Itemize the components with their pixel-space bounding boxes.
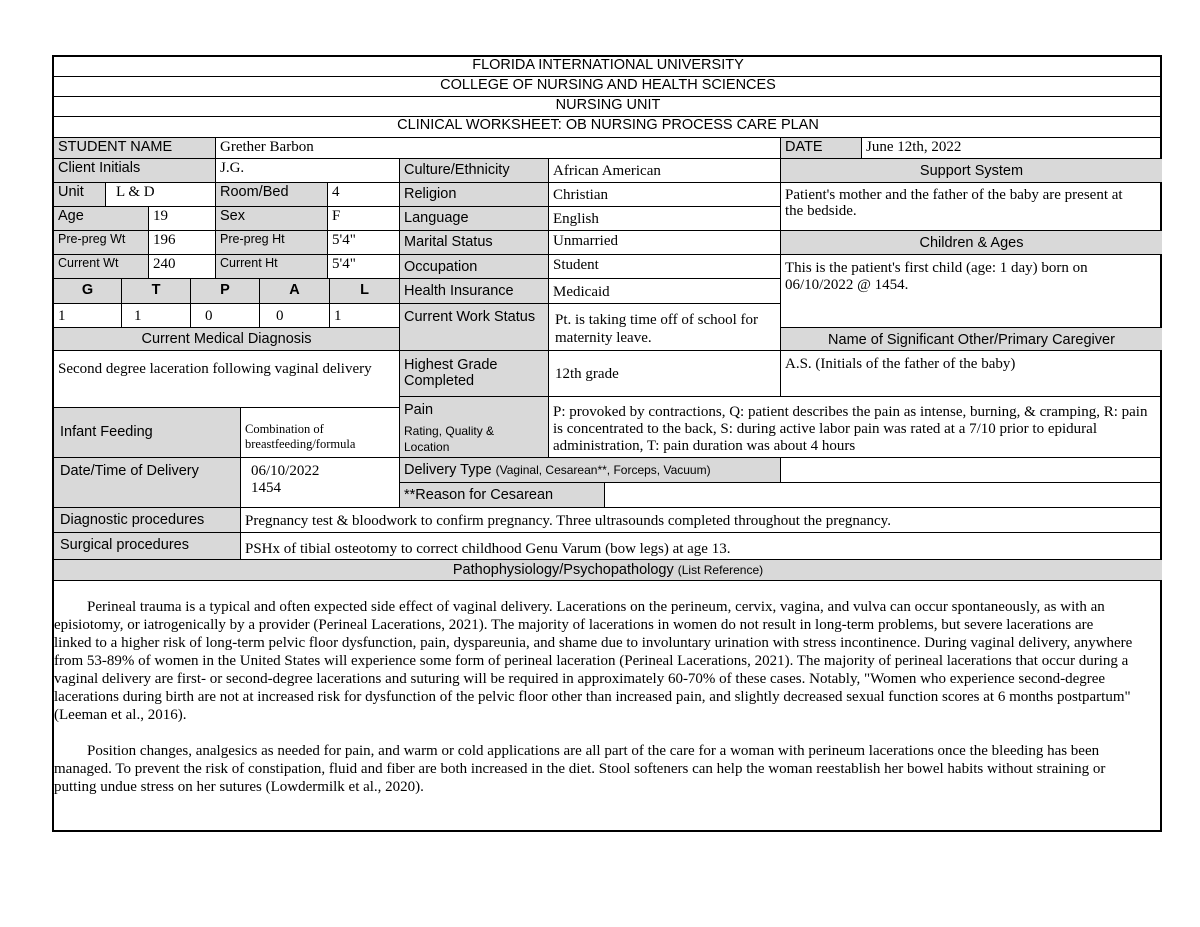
support-system-value: Patient's mother and the father of the baby are present at the bedside. <box>781 183 1162 231</box>
pain-subtitle: Rating, Quality & Location <box>404 424 495 454</box>
pre-preg-height-label: Pre-preg Ht <box>216 231 328 255</box>
current-height-label: Current Ht <box>216 255 328 279</box>
diagnosis-label: Current Medical Diagnosis <box>54 328 400 351</box>
pain-label <box>400 397 549 458</box>
university-title: FLORIDA INTERNATIONAL UNIVERSITY <box>54 57 1162 77</box>
unit-value: L & D <box>106 183 216 207</box>
gtpal-p-label: P <box>191 279 260 304</box>
culture-label: Culture/Ethnicity <box>400 159 549 183</box>
college-title: COLLEGE OF NURSING AND HEALTH SCIENCES <box>54 77 1162 97</box>
sex-label: Sex <box>216 207 328 231</box>
surgical-procedures-label: Surgical procedures <box>54 533 241 560</box>
insurance-label: Health Insurance <box>400 279 549 304</box>
age-label: Age <box>54 207 149 231</box>
student-name-label: STUDENT NAME <box>54 138 216 159</box>
gtpal-a-value: 0 <box>260 304 330 328</box>
infant-feeding-value: Combination of breastfeeding/formula <box>241 408 400 458</box>
delivery-date: 06/10/2022 <box>251 463 320 479</box>
gtpal-t-label: T <box>122 279 191 304</box>
gtpal-l-label: L <box>330 279 400 304</box>
student-name-value: Grether Barbon <box>216 138 781 159</box>
pain-value: P: provoked by contractions, Q: patient describes the pain as intense, burning, & cramping, R: pain is concentrated to the back, S: during active labor pain was rated at a 7/10 prior to epidural administration, T: pain duration was about 4 hours <box>549 397 1162 458</box>
work-status-value: Pt. is taking time off of school for maternity leave. <box>549 304 781 351</box>
gtpal-a-label: A <box>260 279 330 304</box>
culture-value: African American <box>549 159 781 183</box>
gtpal-g-label: G <box>54 279 122 304</box>
care-plan-form <box>52 55 1162 832</box>
delivery-type-value <box>781 458 1162 483</box>
diagnostic-procedures-value: Pregnancy test & bloodwork to confirm pregnancy. Three ultrasounds completed throughout the pregnancy. <box>241 508 1162 533</box>
pathophysiology-paragraph-1: Perineal trauma is a typical and often expected side effect of vaginal delivery. Lacerations on the perineum, cervix, vagina, and vulva can occur spontaneously, as with an episiotomy, or iatrogenically by a provider (Perineal Lacerations, 2021). The majority of lacerations in women do not result in long-term problems, but severe lacerations are linked to a higher risk of long-term pelvic floor dysfunction, pain, dyspareunia, and shame due to involuntary urination with stress incontinence. During vaginal delivery, anywhere from 53-89% of women in the United States will experience some form of perineal laceration (Perineal Lacerations, 2021). The majority of perineal lacerations that occur during a vaginal delivery are first- or second-degree lacerations and suturing will be required in approximately 60-70% of these cases. Notably, "Women who experience second-degree lacerations during birth are not at increased risk for dysfunction of the pelvic floor other than increased pain, and slightly decreased sexual function scores at 6 months postpartum" (Leeman et al., 2016). <box>54 599 1133 723</box>
insurance-value: Medicaid <box>549 279 781 304</box>
age-value: 19 <box>149 207 216 231</box>
support-system-label: Support System <box>781 159 1162 183</box>
work-status-label: Current Work Status <box>400 304 549 351</box>
marital-status-label: Marital Status <box>400 231 549 255</box>
infant-feeding-label: Infant Feeding <box>54 408 241 458</box>
occupation-label: Occupation <box>400 255 549 279</box>
gtpal-g-value: 1 <box>54 304 122 328</box>
room-value: 4 <box>328 183 400 207</box>
delivery-datetime-label: Date/Time of Delivery <box>54 458 241 508</box>
cesarean-reason-value <box>605 483 1162 508</box>
gtpal-p-value: 0 <box>191 304 260 328</box>
delivery-type-label <box>400 458 781 483</box>
worksheet-title: CLINICAL WORKSHEET: OB NURSING PROCESS CARE PLAN <box>54 117 1162 138</box>
significant-other-value: A.S. (Initials of the father of the baby) <box>781 351 1162 397</box>
children-ages-value: This is the patient's first child (age: 1 day) born on 06/10/2022 @ 1454. <box>781 255 1162 328</box>
religion-value: Christian <box>549 183 781 207</box>
gtpal-t-value: 1 <box>122 304 191 328</box>
religion-label: Religion <box>400 183 549 207</box>
delivery-type-title: Delivery Type <box>404 462 492 478</box>
date-value: June 12th, 2022 <box>862 138 1162 159</box>
client-initials-label: Client Initials <box>54 159 216 183</box>
surgical-procedures-value: PSHx of tibial osteotomy to correct childhood Genu Varum (bow legs) at age 13. <box>241 533 1162 560</box>
sex-value: F <box>328 207 400 231</box>
language-value: English <box>549 207 781 231</box>
diagnosis-value: Second degree laceration following vaginal delivery <box>54 351 400 408</box>
room-label: Room/Bed <box>216 183 328 207</box>
pre-preg-weight-label: Pre-preg Wt <box>54 231 149 255</box>
pathophysiology-body <box>54 581 1162 832</box>
date-label: DATE <box>781 138 862 159</box>
significant-other-label: Name of Significant Other/Primary Caregiver <box>781 328 1162 351</box>
grade-label: Highest Grade Completed <box>400 351 549 397</box>
pathophysiology-label <box>54 560 1162 581</box>
gtpal-l-value: 1 <box>330 304 400 328</box>
current-weight-label: Current Wt <box>54 255 149 279</box>
unit-title: NURSING UNIT <box>54 97 1162 117</box>
pathophysiology-note: (List Reference) <box>677 563 764 577</box>
client-initials-value: J.G. <box>216 159 400 183</box>
children-ages-label: Children & Ages <box>781 231 1162 255</box>
cesarean-reason-label: **Reason for Cesarean <box>400 483 605 508</box>
diagnostic-procedures-label: Diagnostic procedures <box>54 508 241 533</box>
pain-title: Pain <box>404 402 434 418</box>
grade-value: 12th grade <box>549 351 781 397</box>
delivery-datetime-value <box>241 458 400 508</box>
pre-preg-height-value: 5'4" <box>328 231 400 255</box>
marital-status-value: Unmarried <box>549 231 781 255</box>
current-height-value: 5'4" <box>328 255 400 279</box>
pathophysiology-title: Pathophysiology/Psychopathology <box>452 562 674 578</box>
occupation-value: Student <box>549 255 781 279</box>
pre-preg-weight-value: 196 <box>149 231 216 255</box>
unit-label: Unit <box>54 183 106 207</box>
delivery-time: 1454 <box>251 480 281 496</box>
pathophysiology-paragraph-2: Position changes, analgesics as needed for pain, and warm or cold applications are all part of the care for a woman with perineum lacerations once the bleeding has been managed. To prevent the risk of constipation, fluid and fiber are both increased in the diet. Stool softeners can help the woman reestablish her bowel habits without straining or putting undue stress on her sutures (Lowdermilk et al., 2020). <box>54 743 1106 795</box>
delivery-type-options: (Vaginal, Cesarean**, Forceps, Vacuum) <box>495 463 711 477</box>
current-weight-value: 240 <box>149 255 216 279</box>
language-label: Language <box>400 207 549 231</box>
